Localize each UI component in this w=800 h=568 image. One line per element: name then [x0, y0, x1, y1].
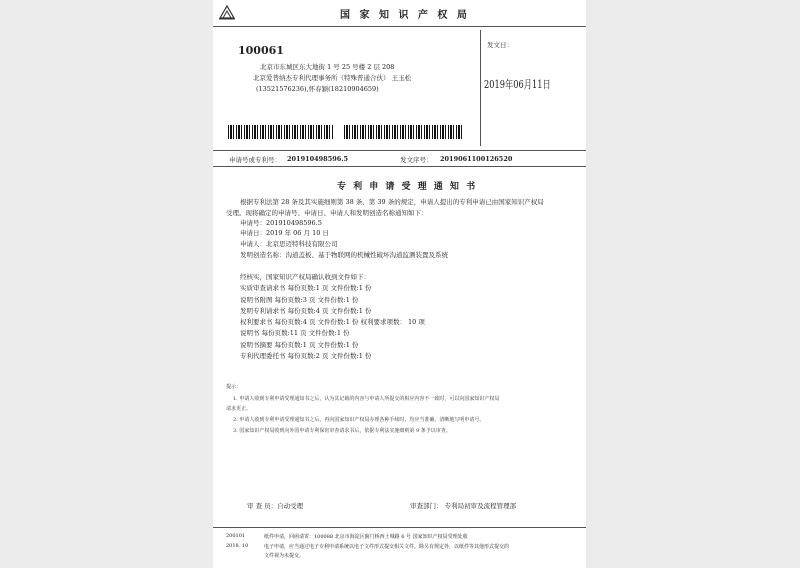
app-no: 201910498596.5	[287, 155, 349, 163]
column-divider	[480, 30, 481, 146]
note-item: 1. 申请人收到专利申请受理通知书之后，认为其记载的内容与申请人所提交的相应内容不一致时，可以向国家知识产权局	[233, 396, 500, 402]
doc-no-label: 发文序号：	[400, 156, 433, 164]
field-applicant: 申请人：北京思迈特科技有限公司	[240, 240, 338, 248]
file-item: 专利代理委托书 每份页数:2 页 文件份数:1 份	[240, 352, 372, 360]
receive-date-stamp: 2019年06月11日	[484, 78, 551, 91]
doc-no: 2019061100126520	[440, 155, 513, 163]
field-app-no: 申请号：201910498596.5	[240, 219, 322, 227]
files-intro: 经核实，国家知识产权局确认收到文件如下：	[240, 273, 370, 281]
file-item: 说明书摘要 每份页数:1 页 文件份数:1 份	[240, 341, 359, 349]
footer-line-2: 电子申请，应当通过电子专利申请系统以电子文件形式提交相关文件。除另有规定外，以纸件等其他形式提交的	[264, 544, 510, 550]
appno-top-rule	[213, 150, 586, 151]
receive-date-label: 发文日：	[487, 41, 513, 49]
footer-line-3: 文件视为未提交。	[264, 553, 305, 559]
footer-code-2: 2018. 10	[226, 543, 249, 549]
appno-bottom-rule	[213, 166, 586, 167]
file-item: 发明专利请求书 每份页数:4 页 文件份数:1 份	[240, 307, 372, 315]
address-line-2: 北京爱普纳杰专利代理事务所（特殊普通合伙） 王玉松	[253, 74, 412, 82]
notes-label: 提示：	[226, 384, 242, 390]
footer-rule	[213, 527, 586, 528]
file-item: 说明书附图 每份页数:3 页 文件份数:1 份	[240, 296, 359, 304]
barcode-left	[228, 125, 334, 139]
cnipa-logo-icon	[218, 4, 236, 20]
intro-line-2: 受理。现将确定的申请号、申请日、申请人和发明创造名称通知如下：	[226, 209, 428, 217]
postcode: 100061	[238, 44, 284, 57]
field-app-date: 申请日：2019 年 06 月 10 日	[240, 229, 329, 237]
footer-line-1: 纸件申请，回函请寄：100088 北京市海淀区蓟门桥西土城路 6 号 国家知识产权局受理处收	[264, 534, 468, 540]
file-item: 说明书 每份页数:11 页 文件份数:1 份	[240, 329, 350, 337]
office-name: 国 家 知 识 产 权 局	[340, 10, 470, 21]
note-item: 2. 申请人收到专利申请受理通知书之后，再向国家知识产权局办理各种手续时，均应当准确、清晰地写明申请号。	[233, 417, 485, 423]
reviewer: 审 查 员：自动受理	[247, 502, 304, 510]
address-line-1: 北京市东城区东大地街 1 号 25 号楼 2 层 208	[260, 63, 395, 71]
intro-line-1: 根据专利法第 28 条及其实施细则第 38 条、第 39 条的规定，申请人提出的专利申请已由国家知识产权局	[240, 198, 544, 206]
app-no-label: 申请号或专利号：	[229, 156, 281, 164]
footer-code-1: 200101	[226, 533, 246, 539]
document-title: 专 利 申 请 受 理 通 知 书	[337, 182, 478, 192]
department: 审查部门： 专利局初审及流程管理部	[410, 502, 517, 510]
file-item: 权利要求书 每份页数:4 页 文件份数:1 份 权利要求项数： 10 项	[240, 318, 425, 326]
barcode-right	[344, 125, 462, 139]
field-invention-name: 发明创造名称：沟道盖板、基于物联网的机械性破坏沟道监测装置及系统	[240, 251, 448, 259]
header-divider	[213, 26, 586, 27]
note-item: 请求更正。	[226, 406, 252, 412]
address-line-3: (13521576236),怀春颖(18210904659)	[256, 85, 379, 93]
file-item: 实质审查请求书 每份页数:1 页 文件份数:1 份	[240, 284, 372, 292]
note-item: 3. 国家知识产权局收到向外国申请专利保密审查请求书后，依据专利法实施细则第 9 条予以审查。	[233, 428, 451, 434]
